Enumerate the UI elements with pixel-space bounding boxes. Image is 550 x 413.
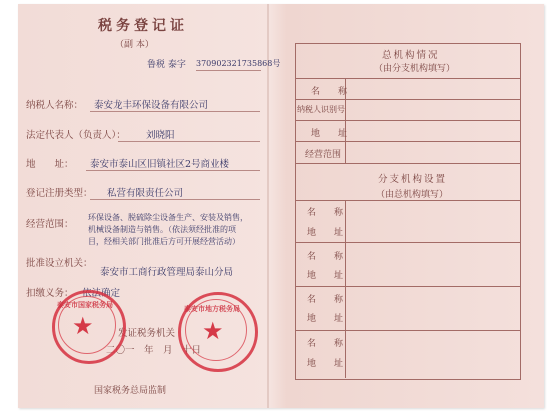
taxpayer-underline — [90, 111, 260, 112]
legal-rep-underline — [118, 141, 260, 142]
address-label: 地 址： — [26, 159, 74, 170]
branch-row-name-3: 名 称 — [307, 295, 344, 305]
hq-subtitle: （由分支机构填写） — [374, 64, 456, 74]
issue-date: 二〇一 年 月 十日 — [106, 345, 202, 356]
scope-line-3: 目，经相关部门批准后方可开展经营活动） — [88, 237, 240, 246]
branch-row-address-3: 地 址 — [307, 314, 344, 324]
branch-row-address-1: 地 址 — [307, 228, 344, 238]
branch-row-name-4: 名 称 — [307, 339, 344, 349]
hq-row-taxid: 纳税人识别号 — [297, 105, 345, 114]
branch-line-2 — [295, 286, 521, 287]
hq-row-name: 名 称 — [311, 87, 348, 97]
certificate-title: 税务登记证 — [98, 18, 188, 34]
national-tax-seal-star-icon: ★ — [72, 312, 94, 340]
national-tax-seal-text: 泰安市国家税务局 — [57, 300, 113, 309]
certificate-subtitle: （副 本） — [115, 40, 154, 50]
address-value: 泰安市泰山区旧镇社区2号商业楼 — [90, 159, 230, 170]
hq-bottom-line — [295, 163, 521, 164]
hq-row-line-3 — [295, 141, 521, 142]
branch-row-name-2: 名 称 — [307, 252, 344, 262]
hq-row-scope: 经营范围 — [305, 150, 342, 160]
footer-supervision: 国家税务总局监制 — [94, 386, 167, 396]
local-tax-seal-star-icon: ★ — [202, 317, 224, 345]
certificate-prefix: 鲁税 泰字 — [147, 60, 186, 70]
approval-value: 泰安市工商行政管理局泰山分局 — [100, 267, 234, 278]
local-tax-seal-text: 泰安市地方税务局 — [184, 304, 240, 313]
branch-line-1 — [295, 242, 521, 243]
scope-line-1: 环保设备、脱硫除尘设备生产、安装及销售， — [88, 213, 248, 222]
reg-type-value: 私营有限责任公司 — [107, 188, 184, 199]
taxpayer-label: 纳税人名称： — [26, 100, 84, 111]
branch-row-address-2: 地 址 — [307, 271, 344, 281]
scope-line-2: 机械设备制造与销售。（依法须经批准的项 — [88, 225, 236, 234]
reg-type-underline — [90, 199, 260, 200]
issuing-authority-label: 发证税务机关 — [118, 328, 176, 339]
legal-rep-value: 刘晓阳 — [146, 130, 175, 141]
scope-label: 经营范围： — [26, 219, 74, 230]
obligation-value: 依法确定 — [82, 288, 121, 299]
legal-rep-label: 法定代表人（负责人）： — [26, 130, 126, 141]
obligation-label: 扣缴义务： — [26, 288, 74, 299]
certificate-number: 370902321735868号 — [196, 59, 281, 68]
taxpayer-value: 泰安龙丰环保设备有限公司 — [94, 100, 209, 111]
branch-title: 分支机构设置 — [378, 174, 448, 185]
branch-row-name-1: 名 称 — [307, 208, 344, 218]
branch-line-3 — [295, 330, 521, 331]
hq-row-line-1 — [295, 99, 521, 100]
branch-subtitle: （由总机构填写） — [376, 190, 449, 200]
hq-title: 总机构情况 — [382, 50, 440, 61]
hq-row-address: 地 址 — [311, 129, 348, 139]
number-underline — [196, 70, 261, 71]
approval-label: 批准设立机关： — [26, 258, 93, 269]
hq-row-line-2 — [295, 120, 521, 121]
branch-row-address-4: 地 址 — [307, 359, 344, 369]
reg-type-label: 登记注册类型： — [26, 188, 93, 199]
address-underline — [86, 170, 260, 171]
